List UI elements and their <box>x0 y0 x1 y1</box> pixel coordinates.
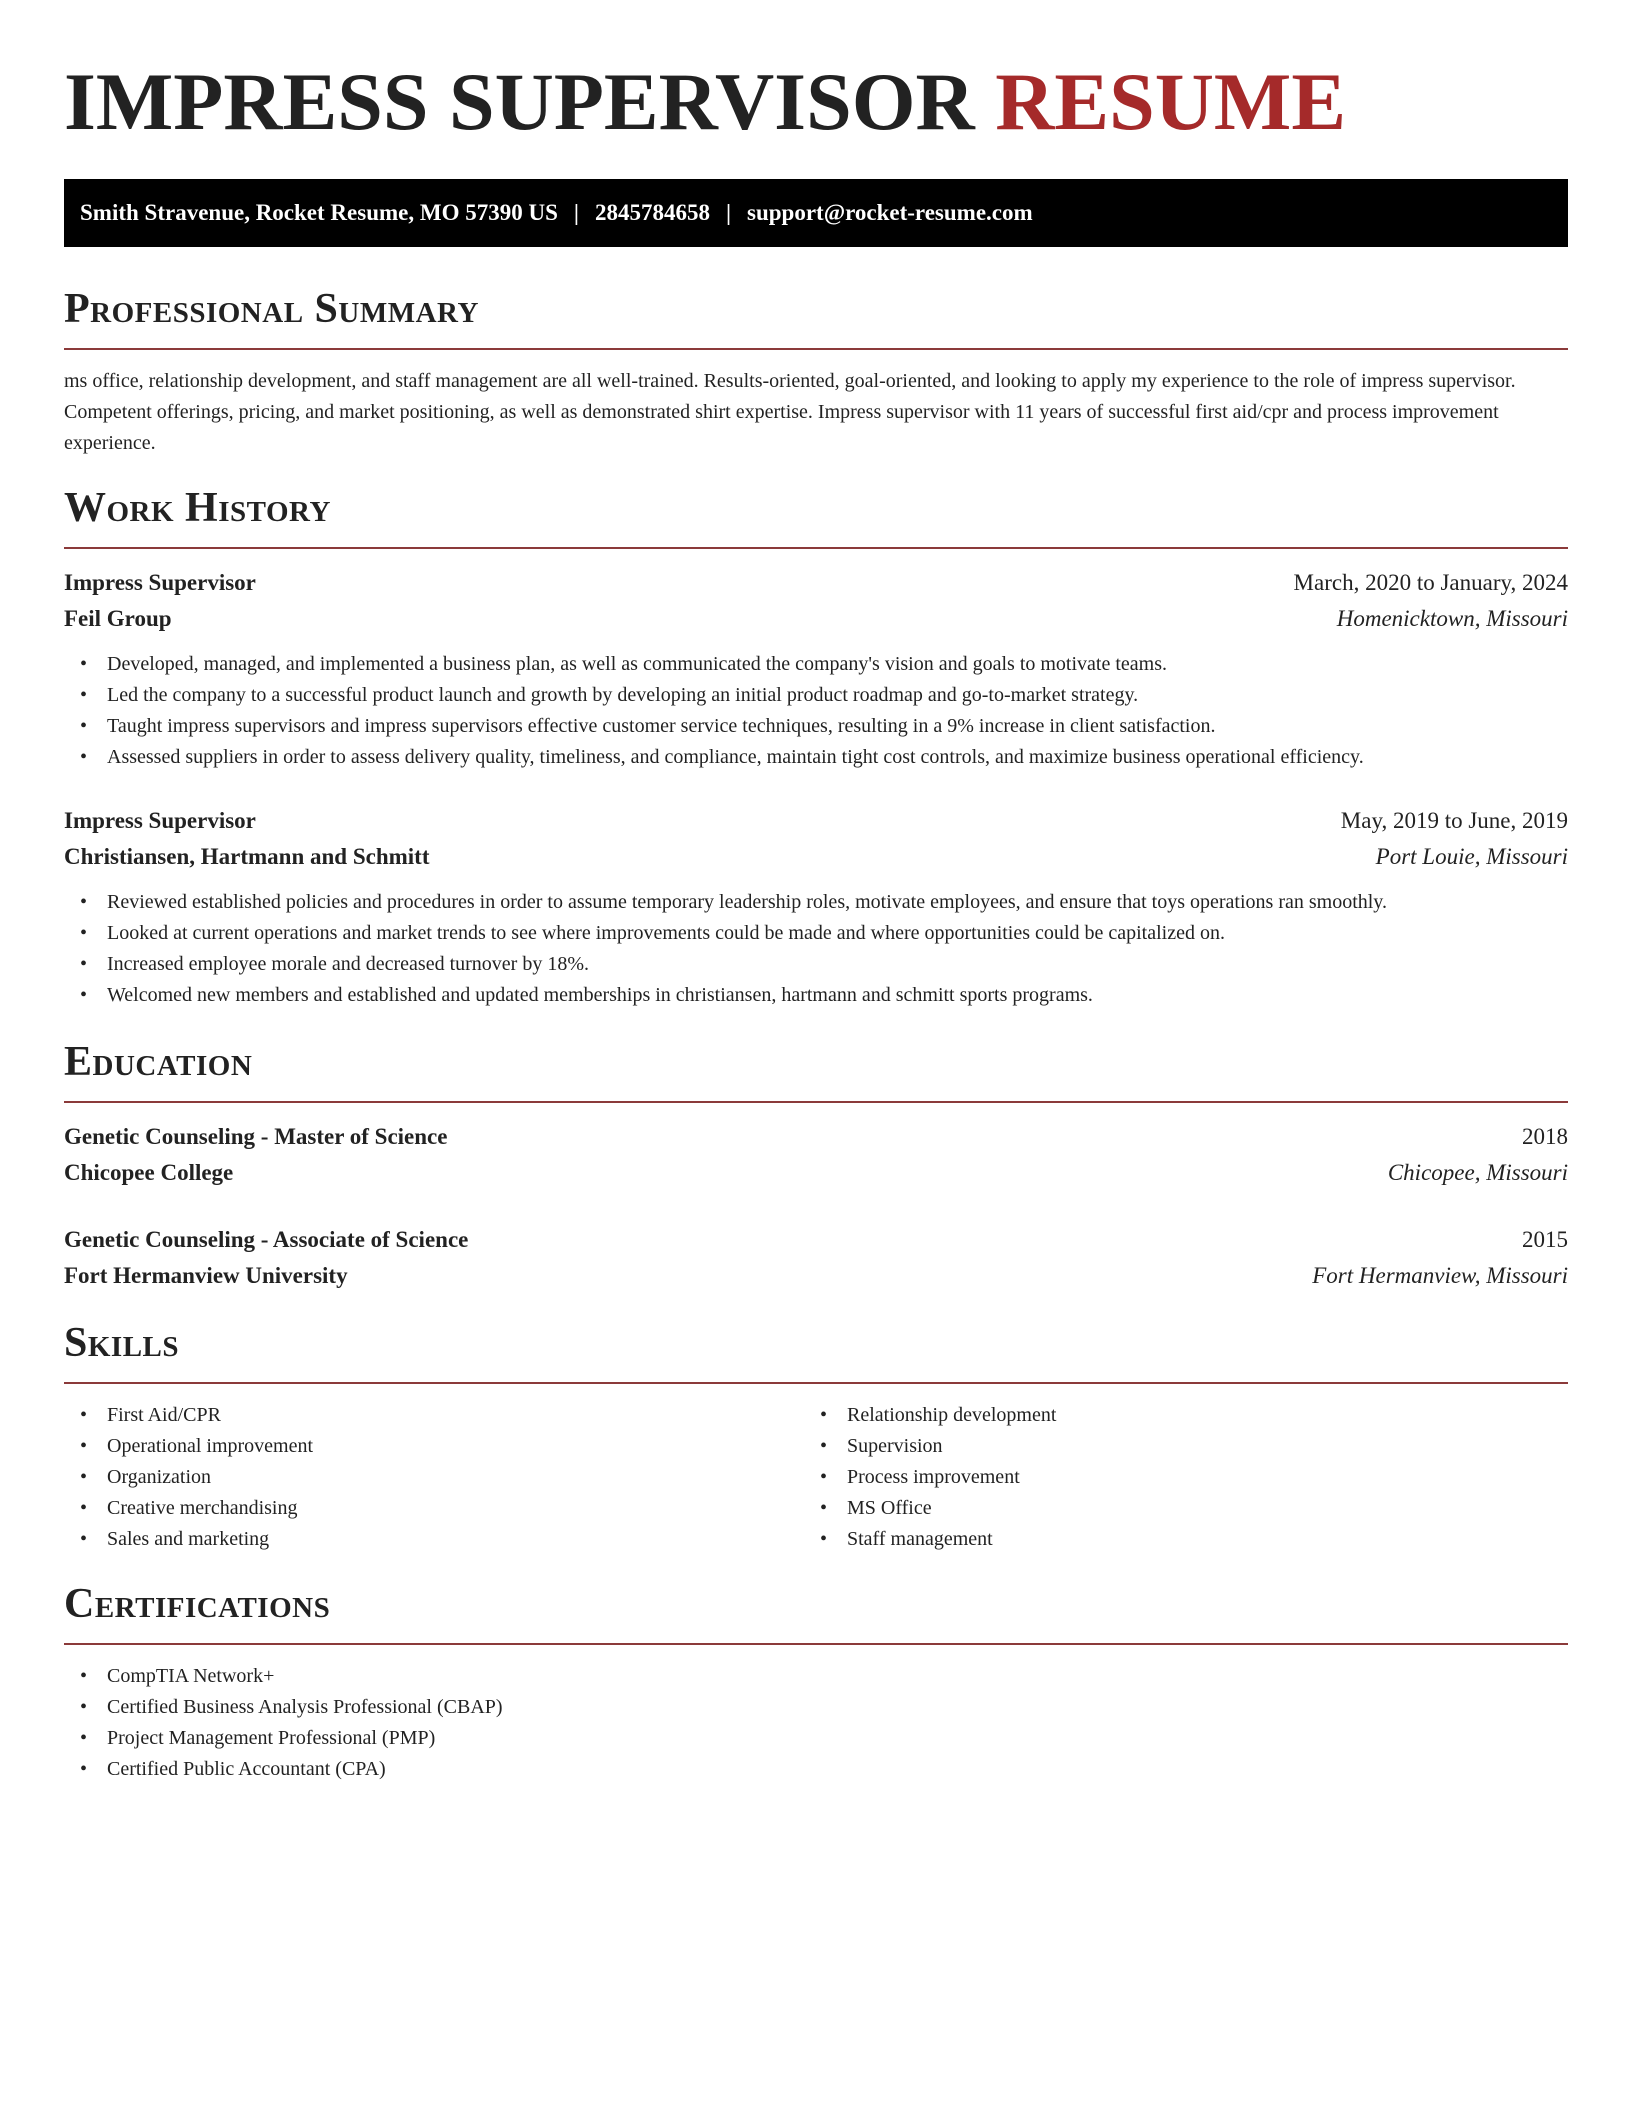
resume-title <box>64 56 1568 148</box>
contact-separator: | <box>725 200 732 225</box>
skill-item: • Process improvement <box>804 1462 1544 1493</box>
skill-item: • Staff management <box>804 1524 1544 1555</box>
education-degree: Genetic Counseling - Master of Science <box>64 1124 448 1149</box>
job-title: Impress Supervisor <box>64 808 256 833</box>
education-school-row <box>64 1155 1568 1191</box>
job-title-row <box>64 803 1568 839</box>
education-degree: Genetic Counseling - Associate of Science <box>64 1227 469 1252</box>
title-accent: RESUME <box>995 56 1347 147</box>
job-title: Impress Supervisor <box>64 570 256 595</box>
job-bullet: • Welcomed new members and established and updated memberships in christiansen, hartmann and schmitt sports programs. <box>64 980 1568 1011</box>
certifications-heading: Certifications <box>64 1581 331 1627</box>
skills-heading: Skills <box>64 1320 180 1366</box>
job-bullet: • Looked at current operations and market trends to see where improvements could be made and where opportunities could be capitalized on. <box>64 918 1568 949</box>
summary-section <box>64 284 1568 459</box>
job-dates: May, 2019 to June, 2019 <box>1340 808 1568 833</box>
certification-item: • CompTIA Network+ <box>64 1661 1568 1692</box>
certifications-list <box>64 1661 1568 1785</box>
skill-item: • Supervision <box>804 1431 1544 1462</box>
contact-bar <box>64 179 1568 247</box>
summary-heading: Professional Summary <box>64 286 479 332</box>
skill-item: • First Aid/CPR <box>64 1400 804 1431</box>
section-divider <box>64 547 1568 549</box>
education-heading: Education <box>64 1039 253 1085</box>
section-divider <box>64 1101 1568 1103</box>
contact-separator: | <box>573 200 579 225</box>
education-degree-row <box>64 1222 1568 1258</box>
job-bullet: • Led the company to a successful product launch and growth by developing an initial product roadmap and go-to-market strategy. <box>64 680 1568 711</box>
job-company-row <box>64 839 1568 875</box>
education-entry <box>64 1119 1568 1191</box>
work-history-section <box>64 483 1568 1011</box>
education-location: Fort Hermanview, Missouri <box>1312 1263 1568 1288</box>
skill-item: • Operational improvement <box>64 1431 804 1462</box>
skill-item: • Relationship development <box>804 1400 1544 1431</box>
job-company: Christiansen, Hartmann and Schmitt <box>64 844 430 869</box>
contact-email: support@rocket-resume.com <box>747 200 1033 225</box>
skills-column-left <box>64 1400 804 1555</box>
skill-item: • Creative merchandising <box>64 1493 804 1524</box>
job-entry <box>64 565 1568 773</box>
title-main: IMPRESS SUPERVISOR <box>64 56 975 147</box>
certification-item: • Project Management Professional (PMP) <box>64 1723 1568 1754</box>
job-bullet: • Increased employee morale and decreased turnover by 18%. <box>64 949 1568 980</box>
certification-item: • Certified Business Analysis Professional (CBAP) <box>64 1692 1568 1723</box>
work-history-heading: Work History <box>64 485 331 531</box>
job-bullet: • Taught impress supervisors and impress supervisors effective customer service techniques, resulting in a 9% increase in client satisfaction. <box>64 711 1568 742</box>
education-year: 2015 <box>1522 1227 1568 1252</box>
education-school: Chicopee College <box>64 1160 234 1185</box>
job-entry <box>64 803 1568 1011</box>
skills-column-right <box>804 1400 1544 1555</box>
job-location: Homenicktown, Missouri <box>1336 606 1568 631</box>
contact-address: Smith Stravenue, Rocket Resume, MO 57390 US <box>80 200 558 225</box>
education-degree-row <box>64 1119 1568 1155</box>
skills-grid <box>64 1400 1568 1555</box>
skill-item: • Sales and marketing <box>64 1524 804 1555</box>
section-divider <box>64 1643 1568 1645</box>
summary-text: ms office, relationship development, and staff management are all well-trained. Results-oriented, goal-oriented, and looking to apply my experience to the role of impress supervisor. Competent offerings, pricing, and market positioning, as well as demonstrated shirt expertise. Impress supervisor with 11 years of successful first aid/cpr and process improvement experience. <box>64 370 1516 454</box>
job-company: Feil Group <box>64 606 172 631</box>
job-bullets <box>64 887 1568 1011</box>
job-bullet: • Assessed suppliers in order to assess delivery quality, timeliness, and compliance, maintain tight cost controls, and maximize business operational efficiency. <box>64 742 1568 773</box>
education-school: Fort Hermanview University <box>64 1263 348 1288</box>
education-school-row <box>64 1258 1568 1294</box>
section-divider <box>64 348 1568 350</box>
job-title-row <box>64 565 1568 601</box>
job-bullet: • Developed, managed, and implemented a business plan, as well as communicated the company's vision and goals to motivate teams. <box>64 649 1568 680</box>
contact-phone: 2845784658 <box>594 200 710 225</box>
education-entry <box>64 1222 1568 1294</box>
job-bullet: • Reviewed established policies and procedures in order to assume temporary leadership roles, motivate employees, and ensure that toys operations ran smoothly. <box>64 887 1568 918</box>
education-section <box>64 1037 1568 1294</box>
job-bullets <box>64 649 1568 773</box>
job-location: Port Louie, Missouri <box>1375 844 1568 869</box>
skill-item: • Organization <box>64 1462 804 1493</box>
education-location: Chicopee, Missouri <box>1387 1160 1568 1185</box>
skill-item: • MS Office <box>804 1493 1544 1524</box>
job-dates: March, 2020 to January, 2024 <box>1293 570 1568 595</box>
certifications-section <box>64 1579 1568 1785</box>
skills-section <box>64 1318 1568 1555</box>
section-divider <box>64 1382 1568 1384</box>
certification-item: • Certified Public Accountant (CPA) <box>64 1754 1568 1785</box>
education-year: 2018 <box>1522 1124 1568 1149</box>
job-company-row <box>64 601 1568 637</box>
